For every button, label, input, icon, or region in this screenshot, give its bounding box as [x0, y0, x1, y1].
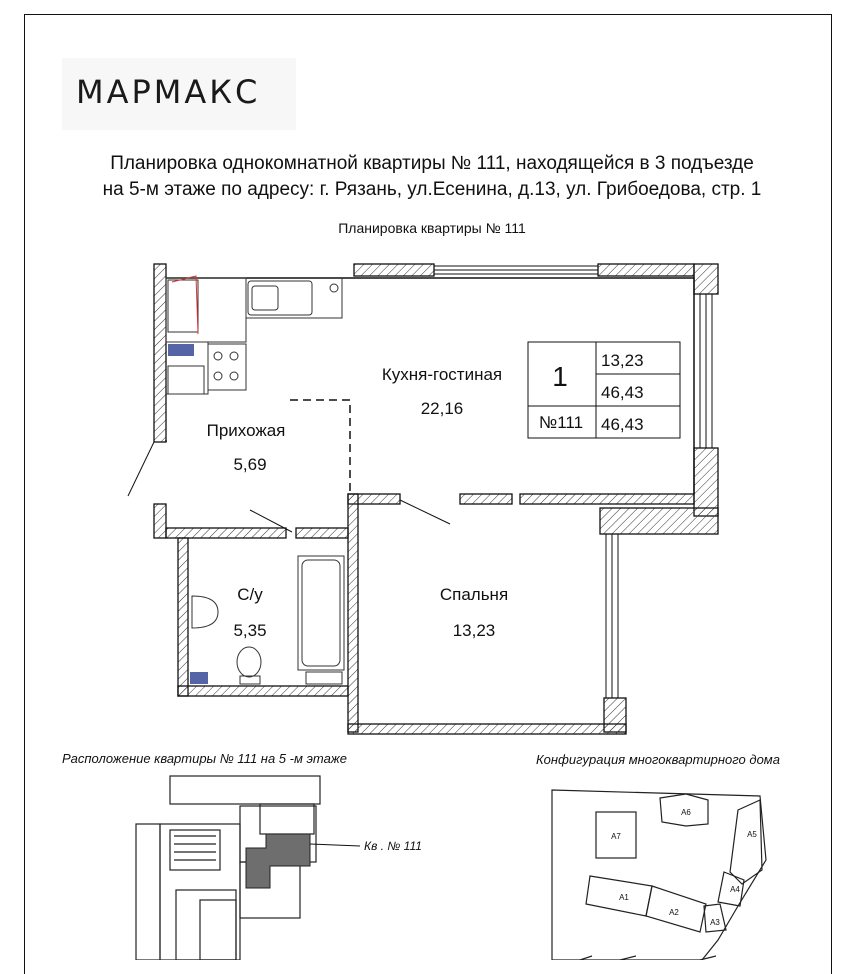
- wall-top-2: [598, 264, 694, 276]
- wall-wc-bottom: [178, 686, 348, 696]
- hallway-zone-line: [290, 400, 350, 494]
- room-area-kitchen-living: 22,16: [420, 399, 464, 418]
- room-name-hallway: Прихожая: [206, 421, 286, 440]
- apartment-pointer: [310, 844, 360, 846]
- room-area-bathroom: 5,35: [233, 621, 267, 640]
- building-configuration: [552, 790, 766, 960]
- section-a4-label: А4: [730, 885, 740, 894]
- wall-bedroom-top-2: [460, 494, 512, 504]
- room-name-bathroom: С/у: [237, 585, 263, 604]
- room-name-bedroom: Спальня: [439, 585, 509, 604]
- section-a7-label: А7: [611, 832, 621, 841]
- meter-box: [168, 344, 194, 356]
- location-plan: [136, 776, 320, 960]
- room-area-bedroom: 13,23: [452, 621, 496, 640]
- wall-bedroom-top-3: [520, 494, 694, 504]
- wall-wc-left: [178, 538, 188, 696]
- living-area-value: 13,23: [601, 351, 644, 370]
- section-a1-label: А1: [619, 893, 629, 902]
- wall-wc-top-2: [296, 528, 348, 538]
- apartment-pointer-label: Кв . № 111: [364, 839, 422, 853]
- oven: [168, 366, 204, 394]
- total-area-value-2: 46,43: [601, 415, 644, 434]
- section-a6-label: А6: [681, 808, 691, 817]
- wall-right-top: [694, 264, 718, 294]
- total-area-value: 46,43: [601, 383, 644, 402]
- location-plan-caption: Расположение квартиры № 111 на 5 -м этаже: [62, 751, 347, 766]
- section-a5-label: А5: [747, 830, 757, 839]
- title-line-1: Планировка однокомнатной квартиры № 111, находящейся в 3 подъезде: [110, 153, 754, 174]
- entrance-door-leaf: [128, 442, 154, 496]
- fridge-door-mark: [172, 276, 198, 334]
- riser-box: [190, 672, 208, 684]
- wall-bedroom-bottom: [348, 724, 626, 734]
- bedroom-door-leaf: [400, 500, 450, 524]
- wall-left-lower: [154, 504, 166, 538]
- rooms-count: 1: [552, 361, 568, 392]
- sink-drain: [330, 284, 338, 292]
- plan-subtitle: Планировка квартиры № 111: [338, 220, 526, 236]
- stove: [208, 344, 246, 390]
- section-a5-shape: [730, 800, 762, 884]
- section-a2-label: А2: [669, 908, 679, 917]
- bathroom-fixtures: [192, 556, 344, 684]
- section-a3-label: А3: [710, 918, 720, 927]
- bathtub: [298, 556, 344, 670]
- title-line-2: на 5-м этаже по адресу: г. Рязань, ул.Есенина, д.13, ул. Грибоедова, стр. 1: [102, 179, 762, 200]
- doors: [128, 442, 450, 532]
- fridge: [168, 280, 198, 332]
- kitchen-counter-top: [246, 278, 342, 318]
- kitchen-furniture: [166, 278, 342, 394]
- room-name-kitchen-living: Кухня-гостиная: [381, 365, 503, 384]
- brand-logo: МАРМАКС: [76, 73, 261, 111]
- apartment-number: №111: [538, 413, 584, 432]
- room-area-hallway: 5,69: [233, 455, 267, 474]
- toilet: [237, 647, 261, 677]
- wall-bedroom-left: [348, 494, 358, 732]
- wall-right-mid: [694, 448, 718, 516]
- bathroom-shelf: [306, 672, 342, 684]
- apartment-walls: [154, 264, 718, 734]
- wall-wc-top-1: [166, 528, 286, 538]
- wall-right-step: [600, 508, 718, 534]
- wall-left-upper: [154, 264, 166, 442]
- configuration-caption: Конфигурация многоквартирного дома: [536, 752, 780, 767]
- washbasin: [192, 596, 218, 628]
- site-outline: [552, 790, 766, 960]
- wall-top-1: [354, 264, 434, 276]
